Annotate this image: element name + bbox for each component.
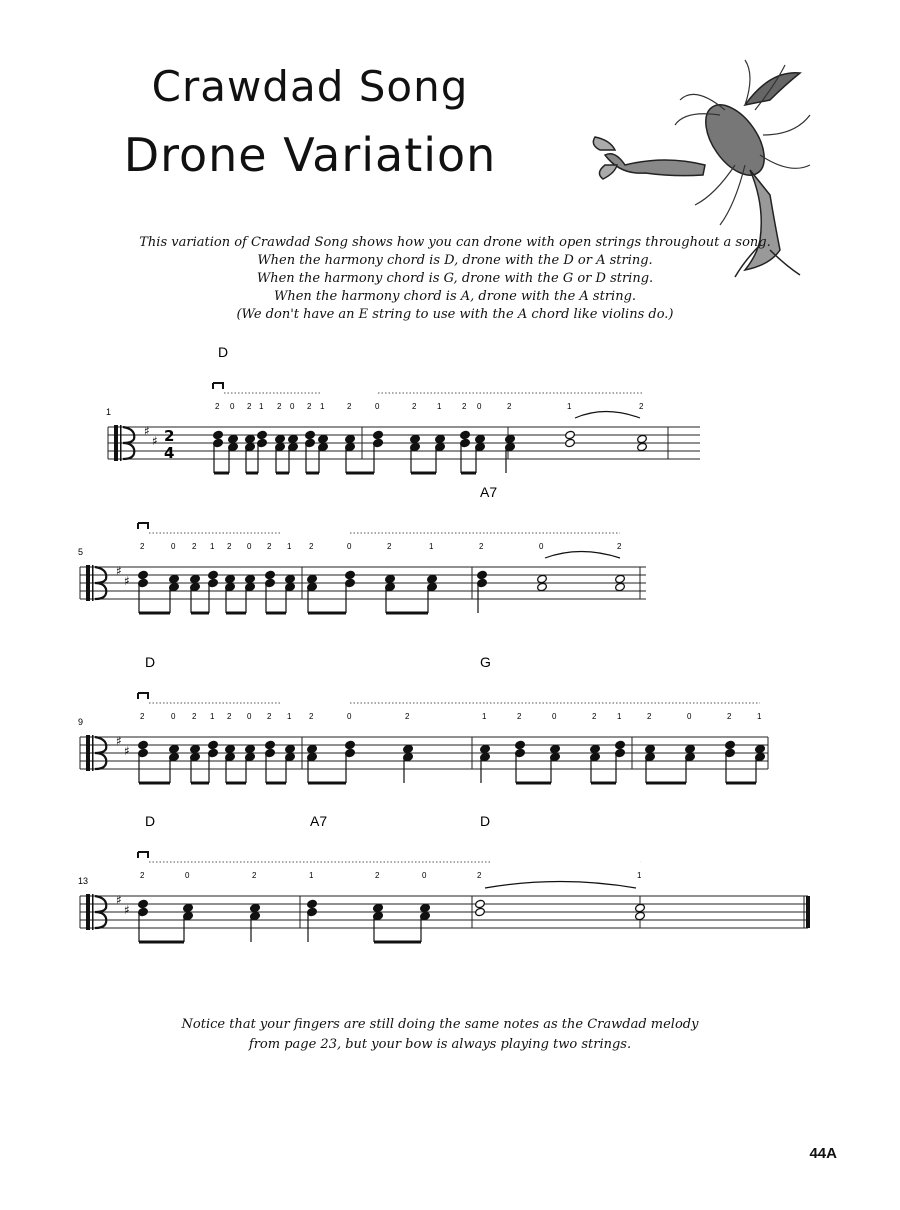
finger-number: 1 [287, 542, 292, 551]
chord-symbol: D [218, 344, 229, 360]
finger-number: 0 [290, 402, 295, 411]
notehead [565, 438, 576, 447]
finger-number: 2 [309, 712, 314, 721]
down-bow-mark [138, 693, 148, 699]
finger-number: 2 [412, 402, 417, 411]
finger-number: 2 [647, 712, 652, 721]
notehead [245, 744, 256, 753]
sharp-sign: ♯ [116, 893, 122, 907]
finger-number: 2 [140, 712, 145, 721]
finger-number: 2 [405, 712, 410, 721]
notehead [460, 430, 471, 439]
intro-line: When the harmony chord is A, drone with the A string. [273, 289, 637, 304]
notehead [138, 740, 149, 749]
time-signature-bottom: 4 [164, 444, 175, 462]
notehead [285, 744, 296, 753]
finger-number: 2 [192, 712, 197, 721]
chord-symbol: D [145, 813, 156, 829]
notehead [635, 903, 646, 912]
finger-number: 1 [259, 402, 264, 411]
alto-clef [86, 735, 90, 771]
notehead [245, 434, 256, 443]
chord-symbol: A7 [480, 484, 498, 500]
measure-number: 13 [78, 876, 89, 886]
time-signature-top: 2 [164, 427, 175, 445]
finger-number: 2 [592, 712, 597, 721]
notehead [550, 744, 561, 753]
notehead [183, 903, 194, 912]
notehead [345, 570, 356, 579]
music-system-1 [106, 344, 700, 473]
measure-number: 9 [78, 717, 84, 727]
notehead [208, 570, 219, 579]
finger-number: 2 [477, 871, 482, 880]
notehead [307, 899, 318, 908]
notehead [420, 903, 431, 912]
alto-clef [92, 894, 94, 930]
intro-line: This variation of Crawdad Song shows how you can drone with open strings throughout a song. [139, 235, 771, 250]
notehead [169, 744, 180, 753]
finger-number: 2 [140, 871, 145, 880]
finger-number: 0 [185, 871, 190, 880]
notehead [410, 434, 421, 443]
finger-number: 1 [287, 712, 292, 721]
finger-number: 1 [320, 402, 325, 411]
notehead [138, 899, 149, 908]
finger-number: 0 [230, 402, 235, 411]
finger-number: 1 [429, 542, 434, 551]
alto-clef [86, 894, 90, 930]
finger-number: 2 [387, 542, 392, 551]
tie [575, 412, 640, 419]
page-number: 44A [809, 1145, 837, 1162]
finger-number: 2 [479, 542, 484, 551]
music-system-4 [78, 813, 810, 942]
final-barline [806, 896, 810, 928]
notehead [477, 570, 488, 579]
finger-number: 2 [267, 542, 272, 551]
finger-number: 1 [210, 542, 215, 551]
notehead [615, 582, 626, 591]
finger-number: 1 [437, 402, 442, 411]
finger-number: 2 [227, 542, 232, 551]
finger-number: 0 [477, 402, 482, 411]
notehead [427, 574, 438, 583]
notehead [403, 744, 414, 753]
notehead [318, 434, 329, 443]
finger-number: 2 [247, 402, 252, 411]
notehead [590, 744, 601, 753]
notehead [345, 434, 356, 443]
notehead [307, 574, 318, 583]
notehead [305, 430, 316, 439]
alto-clef [92, 735, 94, 771]
finger-number: 2 [267, 712, 272, 721]
notehead [615, 574, 626, 583]
sharp-sign: ♯ [124, 903, 130, 917]
sharp-sign: ♯ [124, 744, 130, 758]
notehead [190, 744, 201, 753]
notehead [537, 574, 548, 583]
notehead [275, 434, 286, 443]
notehead [637, 442, 648, 451]
tie [545, 552, 620, 559]
notehead [755, 744, 766, 753]
chord-symbol: G [480, 654, 491, 670]
title-line-1: Crawdad Song [151, 62, 469, 111]
notehead [250, 903, 261, 912]
notehead [345, 740, 356, 749]
notehead [169, 574, 180, 583]
sharp-sign: ♯ [116, 564, 122, 578]
finger-number: 0 [171, 712, 176, 721]
finger-number: 2 [727, 712, 732, 721]
sharp-sign: ♯ [116, 734, 122, 748]
finger-number: 2 [462, 402, 467, 411]
alto-clef [120, 425, 122, 461]
notehead [537, 582, 548, 591]
notehead [637, 434, 648, 443]
finger-number: 1 [482, 712, 487, 721]
music-system-3 [78, 654, 768, 783]
finger-number: 2 [347, 402, 352, 411]
title-line-2: Drone Variation [123, 128, 497, 182]
notehead [645, 744, 656, 753]
notehead [685, 744, 696, 753]
down-bow-mark [138, 523, 148, 529]
notehead [307, 744, 318, 753]
notehead [213, 430, 224, 439]
notehead [515, 740, 526, 749]
closing-line: Notice that your fingers are still doing the same notes as the Crawdad melody [181, 1017, 699, 1032]
notehead [435, 434, 446, 443]
notehead [225, 574, 236, 583]
notehead [475, 899, 486, 908]
down-bow-mark [138, 852, 148, 858]
finger-number: 2 [307, 402, 312, 411]
finger-number: 0 [539, 542, 544, 551]
notehead [475, 434, 486, 443]
alto-clef [92, 565, 94, 601]
finger-number: 2 [507, 402, 512, 411]
finger-number: 0 [347, 712, 352, 721]
sharp-sign: ♯ [144, 424, 150, 438]
finger-number: 0 [347, 542, 352, 551]
notehead [373, 903, 384, 912]
chord-symbol: D [145, 654, 156, 670]
closing-line: from page 23, but your bow is always playing two strings. [248, 1037, 632, 1052]
finger-number: 1 [309, 871, 314, 880]
finger-number: 0 [247, 712, 252, 721]
notehead [565, 430, 576, 439]
finger-number: 0 [247, 542, 252, 551]
closing-note [120, 1015, 760, 1055]
finger-number: 0 [375, 402, 380, 411]
measure-number: 1 [106, 407, 112, 417]
notehead [265, 570, 276, 579]
chord-symbol: D [480, 813, 491, 829]
intro-line: (We don't have an E string to use with the A chord like violins do.) [236, 307, 674, 322]
finger-number: 0 [171, 542, 176, 551]
music-system-2 [78, 484, 646, 613]
notehead [288, 434, 299, 443]
finger-number: 0 [422, 871, 427, 880]
notehead [245, 574, 256, 583]
finger-number: 1 [210, 712, 215, 721]
down-bow-mark [213, 383, 223, 389]
finger-number: 2 [277, 402, 282, 411]
notehead [285, 574, 296, 583]
intro-line: When the harmony chord is G, drone with the G or D string. [256, 271, 654, 286]
notehead [475, 907, 486, 916]
notehead [257, 430, 268, 439]
notehead [505, 434, 516, 443]
alto-clef [86, 565, 90, 601]
tie [485, 882, 636, 889]
notehead [385, 574, 396, 583]
finger-number: 2 [252, 871, 257, 880]
notehead [138, 570, 149, 579]
notehead [480, 744, 491, 753]
notehead [635, 911, 646, 920]
finger-number: 2 [639, 402, 644, 411]
finger-number: 2 [192, 542, 197, 551]
finger-number: 2 [375, 871, 380, 880]
sharp-sign: ♯ [152, 434, 158, 448]
sharp-sign: ♯ [124, 574, 130, 588]
notehead [208, 740, 219, 749]
intro-line: When the harmony chord is D, drone with the D or A string. [257, 253, 653, 268]
finger-number: 2 [309, 542, 314, 551]
notehead [225, 744, 236, 753]
notehead [373, 430, 384, 439]
notehead [190, 574, 201, 583]
finger-number: 0 [687, 712, 692, 721]
finger-number: 1 [617, 712, 622, 721]
chord-symbol: A7 [310, 813, 328, 829]
finger-number: 1 [567, 402, 572, 411]
measure-number: 5 [78, 547, 84, 557]
finger-number: 0 [552, 712, 557, 721]
finger-number: 1 [757, 712, 762, 721]
alto-clef [114, 425, 118, 461]
finger-number: 2 [617, 542, 622, 551]
notehead [228, 434, 239, 443]
finger-number: 2 [140, 542, 145, 551]
notehead [265, 740, 276, 749]
notehead [725, 740, 736, 749]
finger-number: 2 [215, 402, 220, 411]
finger-number: 2 [227, 712, 232, 721]
finger-number: 1 [637, 871, 642, 880]
notehead [615, 740, 626, 749]
finger-number: 2 [517, 712, 522, 721]
